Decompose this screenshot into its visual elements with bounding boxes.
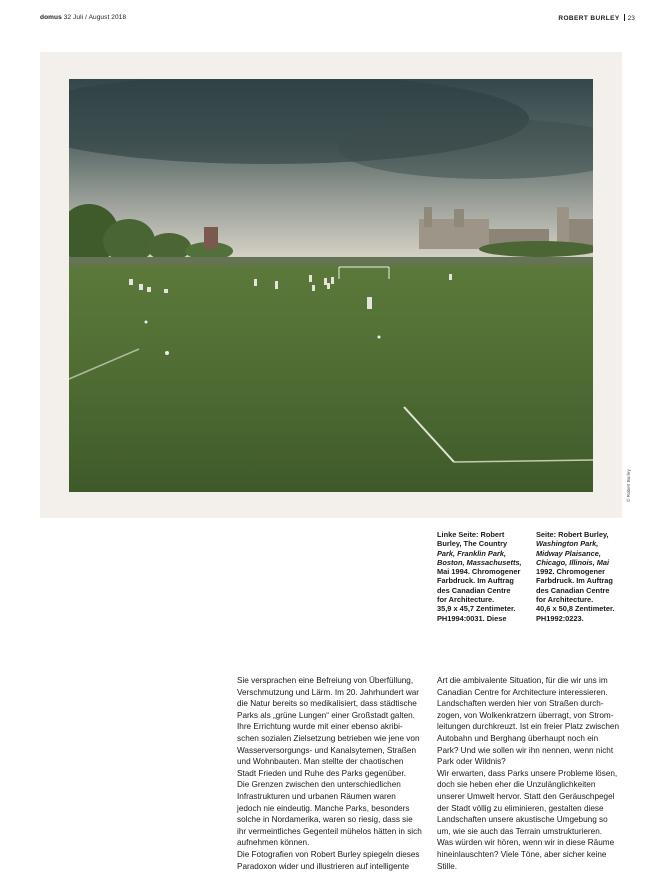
photo-credit: © Robert Burley [626,469,631,502]
body-column-right [437,675,627,872]
caption-line: Mai 1994. Chromogener [437,567,521,577]
caption-line: des Canadian Centre [437,585,511,595]
caption-right [536,530,624,623]
body-line: ihr vermeintliches Gegenteil mühelos hätten in sich [237,826,422,836]
running-head-left [40,14,126,21]
caption-line: Farbdruck. Im Auftrag [437,576,514,586]
body-line: die Natur bereits so medikalisiert, dass städtische [237,699,417,709]
body-line: Stadt Frieden und Ruhe des Parks gegenüber. [237,768,406,778]
body-line: Ihre Errichtung wurde mit einer ebenso akribi- [237,722,403,732]
body-line: Park? Und wie sollen wir ihn nennen, wenn nicht [437,745,614,755]
body-line: Die Fotografien von Robert Burley spiegeln dieses [237,849,420,859]
caption-line: 1992. Chromogener [536,567,606,577]
caption-line: Boston, Massachusetts, [437,557,522,567]
body-line: Verschmutzung und Lärm. Im 20. Jahrhundert war [237,687,420,697]
body-line-last [437,861,627,872]
caption-line: Midway Plaisance, [536,548,601,558]
body-line: Wasserversorgungs- und Kanalsytemen, Straßen [237,745,416,755]
body-line: jedoch nie eindeutig. Manche Parks, besonders [237,803,410,813]
body-line: Wir erwarten, dass Parks unsere Probleme lösen, [437,768,618,778]
caption-line: for Architecture. [437,595,495,605]
park-photo-illustration [69,79,593,492]
photo-mat [40,52,622,518]
body-line: Paradoxon wider und illustrieren auf intelligente [237,861,410,871]
caption-left [437,530,523,623]
distant-building [204,227,218,249]
running-head-right [558,14,635,22]
issue-info: 32 Juli / August 2018 [63,14,127,21]
caption-line: des Canadian Centre [536,585,610,595]
caption-line: Farbdruck. Im Auftrag [536,576,613,586]
caption-line: Seite: Robert Burley, [536,530,609,539]
magazine-brand: domus [40,14,62,21]
body-line: Landschaften unsere akustische Umgebung so [437,815,608,825]
caption-line: Washington Park, [536,539,599,549]
page-number: 23 [627,15,635,22]
body-line: Autobahn und Berghang überhaupt noch ein [437,733,599,743]
body-line: doch sie heben eher die Unzulänglichkeiten [437,780,596,790]
body-line: solche in Nordamerika, waren so riesig, dass sie [237,815,413,825]
body-line: Parks als „grüne Lungen“ einer Großstadt galten. [237,710,415,720]
caption-line: Park, Franklin Park, [437,548,507,558]
body-line: unserer Umwelt hervor. Statt den Geräuschpegel [437,791,615,801]
header-divider [624,14,625,21]
caption-line: 40,6 x 50,8 Zentimeter. [536,604,615,614]
body-line: zogen, von Wolkenkratzern überragt, von Strom- [437,710,614,720]
caption-line: for Architecture. [536,595,594,605]
caption-line: PH1994:0031. Diese [437,613,507,623]
body-line: Art die ambivalente Situation, für die wir uns im [437,676,608,685]
body-line: der Stadt völlig zu eliminieren, gestalten diese [437,803,604,813]
caption-line: PH1992:0223. [536,613,584,623]
body-line: schen sozialen Zielsetzung betrieben wie jene von [237,733,420,743]
author-name: ROBERT BURLEY [558,15,620,22]
caption-line: Burley, The Country [437,539,508,549]
body-line: Die Grenzen zwischen den unterschiedlichen [237,780,401,790]
caption-line: Chicago, Illinois, Mai [536,557,610,567]
body-line: hineinlauschten? Viele Töne, aber sicher keine [437,849,607,859]
body-line: leitungen durchkreuzt. Ist ein freier Platz zwischen [437,722,620,732]
body-line: Park oder Wildnis? [437,757,506,767]
body-line: und Wohnbauten. Man stellte der chaotischen [237,757,404,767]
body-line: Sie versprachen eine Befreiung von Überfüllung, [237,676,414,685]
body-line: aufnehmen können. [237,838,310,848]
body-line: Infrastrukturen und urbanen Räumen waren [237,791,396,801]
park-photograph [69,79,593,492]
body-line: Canadian Centre for Architecture interessieren. [437,687,608,697]
caption-line: 35,9 x 45,7 Zentimeter. [437,604,516,614]
body-column-left [237,675,427,872]
body-line-text: Stille. [437,861,458,871]
caption-line: Linke Seite: Robert [437,530,505,539]
body-line: um, wie sie auch das Terrain umstrukturieren. [437,826,603,836]
body-line: Was würden wir hören, wenn wir in diese Räume [437,838,615,848]
parked-cars [69,257,593,265]
body-line: Landschaften werden hier von Straßen durch- [437,699,604,709]
grass-field [69,257,593,492]
